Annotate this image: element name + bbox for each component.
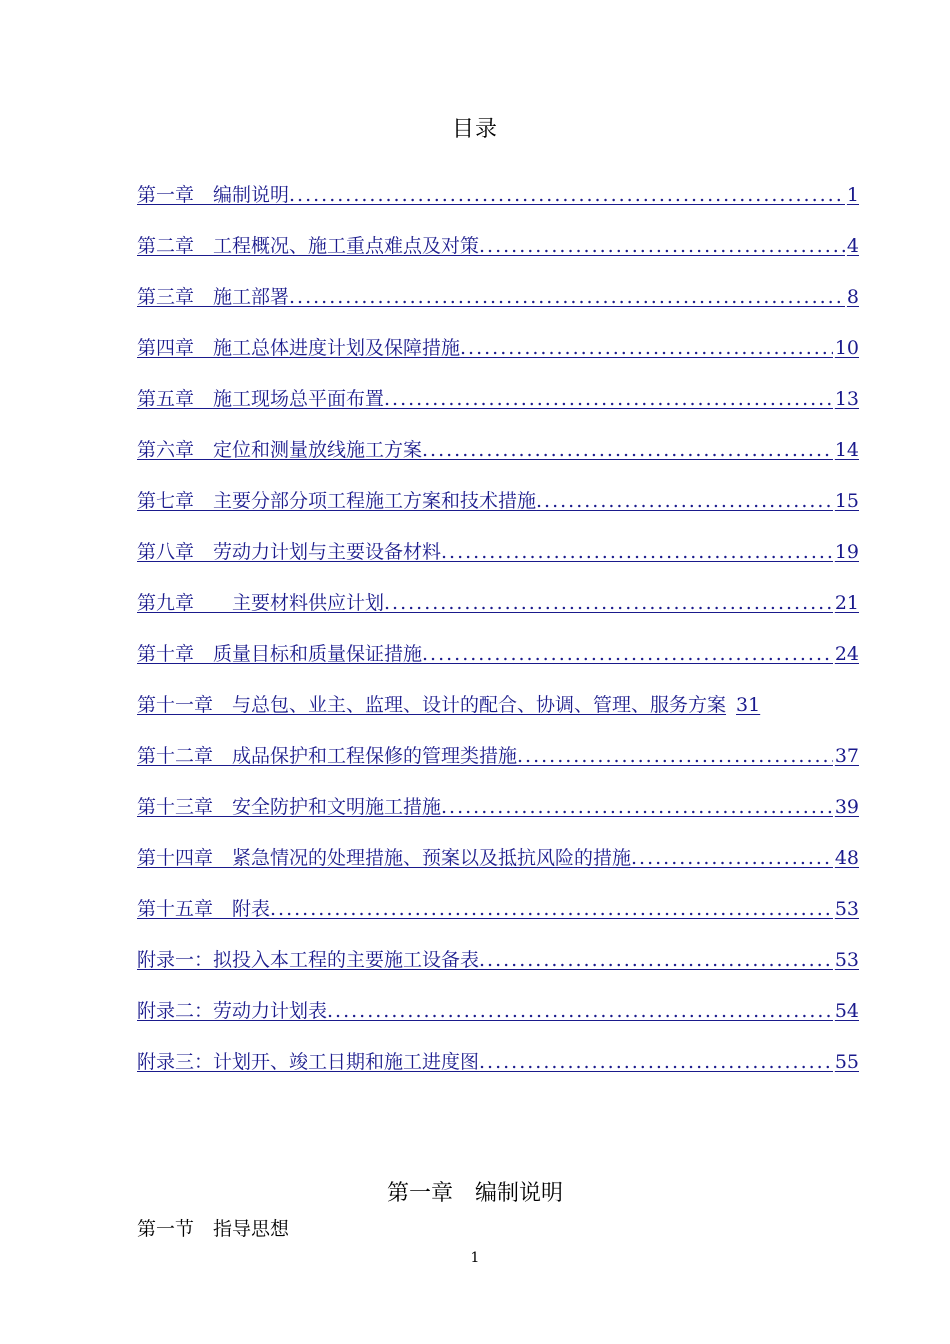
toc-title: 目录 [451, 117, 498, 142]
toc-entry-page: 54 [834, 1000, 859, 1022]
toc-entry-label: 第六章 定位和测量放线施工方案 [137, 439, 423, 461]
toc-entry-page: 37 [834, 745, 859, 767]
toc-link[interactable] [137, 843, 859, 870]
toc-entry[interactable] [137, 678, 859, 729]
toc-entry-label: 第九章 主要材料供应计划 [137, 592, 385, 614]
toc-leader-dots [479, 235, 845, 257]
toc-entry-page: 53 [834, 949, 859, 971]
toc-entry[interactable] [137, 627, 859, 678]
toc-leader-dots [441, 796, 833, 818]
toc-entry-label: 第八章 劳动力计划与主要设备材料 [137, 541, 442, 563]
toc-entry-page: 48 [834, 847, 859, 869]
toc-entry-label: 第三章 施工部署 [137, 286, 290, 308]
toc-link[interactable] [137, 231, 859, 258]
toc-entry[interactable] [137, 882, 859, 933]
toc-link[interactable] [137, 435, 859, 462]
toc-leader-dots [327, 1000, 833, 1022]
table-of-contents [137, 168, 859, 1086]
toc-entry-page: 14 [834, 439, 859, 461]
toc-leader-dots [289, 184, 845, 206]
toc-entry-page: 10 [834, 337, 859, 359]
toc-entry-page: 31 [736, 694, 761, 716]
toc-link[interactable] [137, 282, 859, 309]
toc-leader-dots [517, 745, 833, 767]
toc-entry-label: 附录二：劳动力计划表 [137, 1000, 328, 1022]
toc-link[interactable] [137, 945, 859, 972]
toc-link[interactable] [137, 741, 859, 768]
toc-entry[interactable] [137, 474, 859, 525]
toc-link[interactable] [137, 894, 859, 921]
toc-entry-page: 19 [834, 541, 859, 563]
toc-link[interactable] [137, 384, 859, 411]
toc-entry-page: 8 [846, 286, 859, 308]
toc-leader-dots [631, 847, 833, 869]
toc-link[interactable] [137, 1047, 859, 1074]
toc-entry-label: 第四章 施工总体进度计划及保障措施 [137, 337, 461, 359]
toc-leader-dots [441, 541, 833, 563]
toc-entry[interactable] [137, 780, 859, 831]
toc-leader-dots [479, 949, 833, 971]
toc-link[interactable] [137, 486, 859, 513]
toc-entry-page: 4 [846, 235, 859, 257]
toc-link[interactable] [137, 588, 859, 615]
toc-entry[interactable] [137, 423, 859, 474]
toc-entry[interactable] [137, 168, 859, 219]
toc-entry[interactable] [137, 984, 859, 1035]
toc-link[interactable] [137, 690, 859, 717]
toc-leader-dots [422, 643, 833, 665]
toc-entry-page: 55 [834, 1051, 859, 1073]
toc-entry-page: 21 [834, 592, 859, 614]
toc-entry-label: 第五章 施工现场总平面布置 [137, 388, 385, 410]
toc-leader-dots [384, 592, 833, 614]
toc-entry-label: 第十章 质量目标和质量保证措施 [137, 643, 423, 665]
toc-entry[interactable] [137, 1035, 859, 1086]
toc-leader-dots [422, 439, 833, 461]
toc-entry-page: 15 [834, 490, 859, 512]
toc-entry-label: 附录三：计划开、竣工日期和施工进度图 [137, 1051, 480, 1073]
toc-entry-page: 39 [834, 796, 859, 818]
chapter-heading: 第一章 编制说明 [386, 1181, 563, 1206]
toc-link[interactable] [137, 180, 859, 207]
toc-entry[interactable] [137, 831, 859, 882]
toc-entry-label: 第十一章 与总包、业主、监理、设计的配合、协调、管理、服务方案 [137, 694, 727, 716]
toc-entry-page: 53 [834, 898, 859, 920]
toc-entry[interactable] [137, 321, 859, 372]
toc-entry-page: 1 [846, 184, 859, 206]
toc-entry-label: 第十四章 紧急情况的处理措施、预案以及抵抗风险的措施 [137, 847, 632, 869]
toc-link[interactable] [137, 792, 859, 819]
toc-entry[interactable] [137, 525, 859, 576]
toc-entry-label: 附录一：拟投入本工程的主要施工设备表 [137, 949, 480, 971]
page-number: 1 [470, 1250, 480, 1266]
toc-leader-dots [270, 898, 833, 920]
toc-entry-label: 第十二章 成品保护和工程保修的管理类措施 [137, 745, 518, 767]
toc-link[interactable] [137, 996, 859, 1023]
toc-link[interactable] [137, 639, 859, 666]
toc-entry-label: 第七章 主要分部分项工程施工方案和技术措施 [137, 490, 537, 512]
toc-leader-dots [460, 337, 833, 359]
toc-entry[interactable] [137, 219, 859, 270]
toc-leader-dots [289, 286, 845, 308]
toc-entry[interactable] [137, 933, 859, 984]
toc-entry-label: 第一章 编制说明 [137, 184, 290, 206]
toc-entry[interactable] [137, 372, 859, 423]
toc-entry-page: 24 [834, 643, 859, 665]
toc-entry[interactable] [137, 729, 859, 780]
toc-entry[interactable] [137, 270, 859, 321]
toc-link[interactable] [137, 333, 859, 360]
toc-leader-dots [536, 490, 833, 512]
toc-entry[interactable] [137, 576, 859, 627]
toc-entry-label: 第十五章 附表 [137, 898, 271, 920]
toc-entry-page: 13 [834, 388, 859, 410]
toc-link[interactable] [137, 537, 859, 564]
toc-leader-dots [479, 1051, 833, 1073]
toc-entry-label: 第十三章 安全防护和文明施工措施 [137, 796, 442, 818]
section-heading: 第一节 指导思想 [137, 1218, 290, 1240]
toc-leader-dots [384, 388, 833, 410]
toc-entry-label: 第二章 工程概况、施工重点难点及对策 [137, 235, 480, 257]
